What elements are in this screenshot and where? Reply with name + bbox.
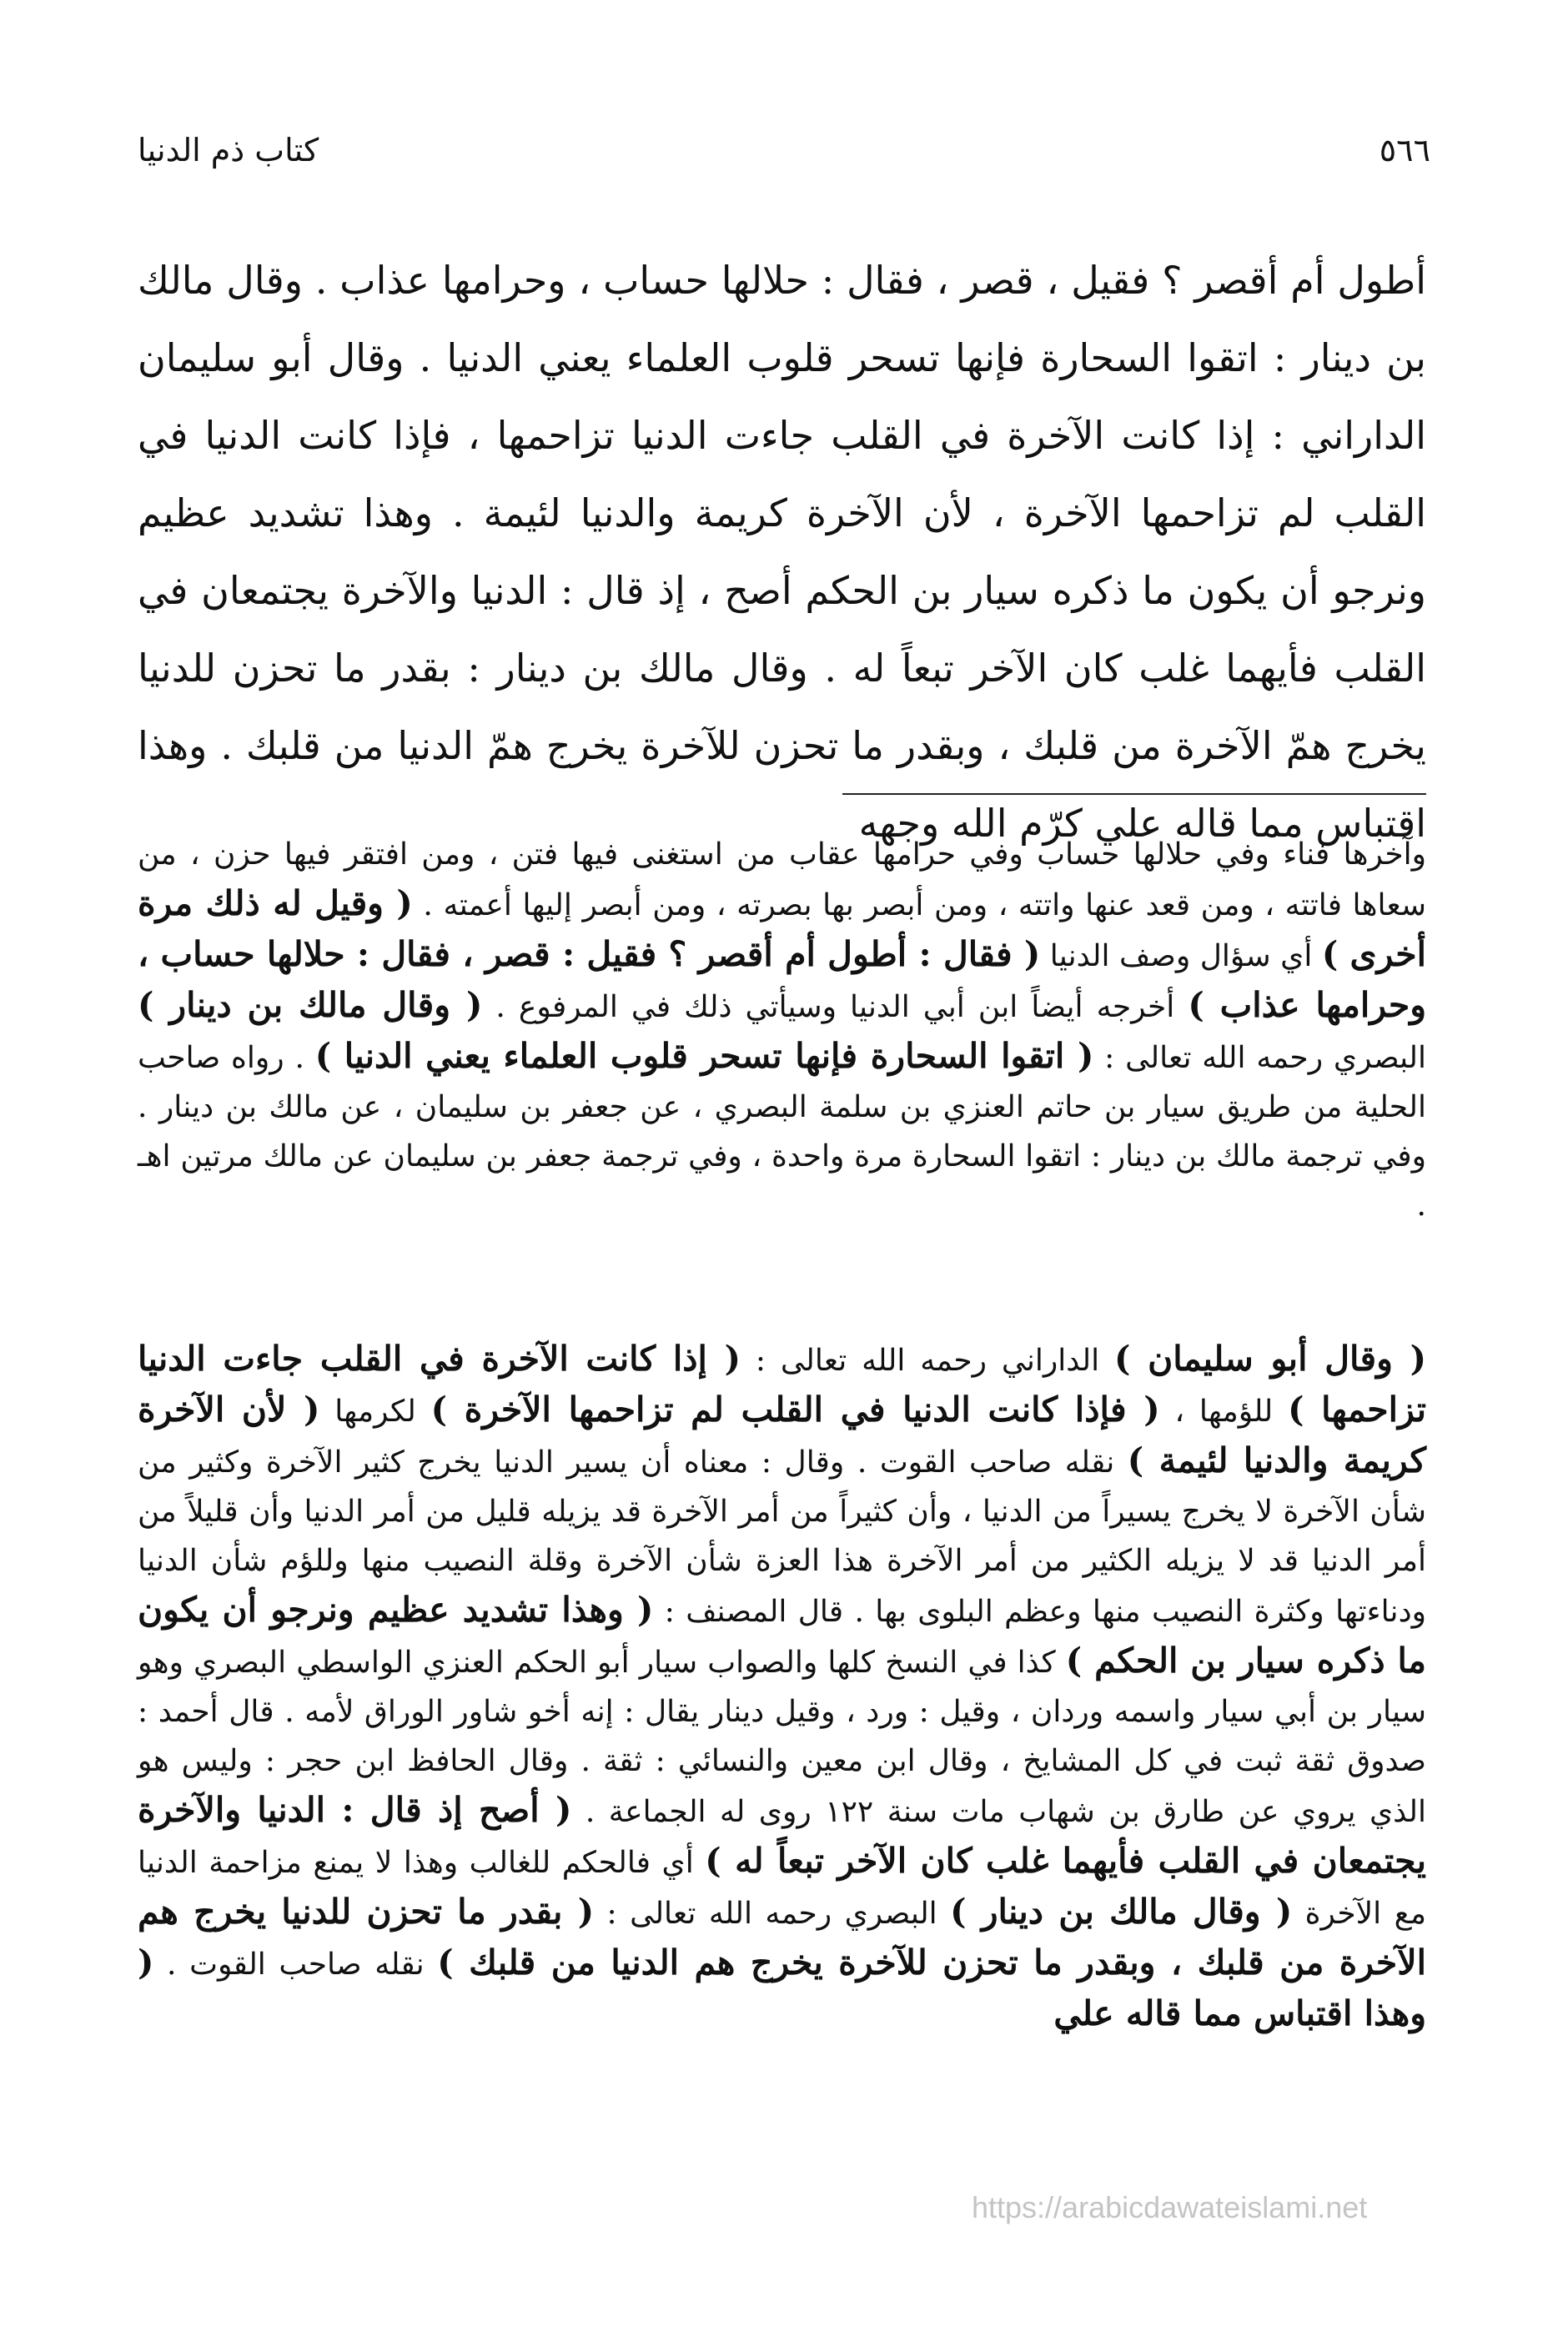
quoted-matn-segment: ( فقال : أطول أم أقصر ؟ فقيل : قصر ، فقال : حلالها حساب ، وحرامها عذاب ) (138, 934, 1426, 1025)
commentary-segment: أي سؤال وصف الدنيا (1040, 939, 1322, 973)
commentary-block-1 (138, 830, 1426, 1230)
commentary-segment: لكرمها (319, 1395, 431, 1429)
page-header (138, 125, 1430, 183)
commentary-segment: البصري رحمه الله تعالى : (1093, 1041, 1426, 1075)
quoted-matn-segment: ( وهذا اقتباس مما قاله علي (138, 1942, 1426, 2033)
quoted-matn-segment: ( وقال مالك بن دينار ) (950, 1892, 1293, 1932)
commentary-segment: كذا في النسخ كلها والصواب سيار أبو الحكم العنزي الواسطي البصري وهو سيار بن أبي سيار واسمه وردان ، وقيل : ورد ، وقيل دينار يقال : إنه أخو شاور الوراق لأمه . قال أحمد : صدوق ثقة ثبت في كل المشايخ ، وقال ابن معين والنسائي : ثقة . وقال الحافظ ابن حجر : وليس هو الذي يروي عن طارق بن شهاب مات سنة ١٢٢ روى له الجماعة . (138, 1646, 1427, 1829)
quoted-matn-segment: ( أصح إذ قال : الدنيا والآخرة يجتمعان في القلب فأيهما غلب كان الآخر تبعاً له ) (138, 1790, 1426, 1881)
commentary-segment: نقله صاحب القوت . وقال : معناه أن يسير الدنيا يخرج كثير الآخرة وكثير من شأن الآخرة لا يخرج يسيراً من الدنيا ، وأن كثيراً من أمر الآخرة قد يزيله قليل من أمر الدنيا وأن قليلاً من أمر الدنيا قد لا يزيله الكثير من أمر الآخرة هذا العزة شأن الآخرة وقلة النصيب منها وللؤم شأن الدنيا ودناءتها وكثرة النصيب منها وعظم البلوى بها . قال المصنف : (138, 1445, 1427, 1629)
commentary-paragraph-2 (138, 1334, 1426, 2040)
commentary-paragraph-1 (138, 830, 1426, 1230)
commentary-segment: وآخرها فناء وفي حلالها حساب وفي حرامها عقاب من استغنى فيها فتن ، ومن افتقر فيها حزن ، من سعاها فاتته ، ومن قعد عنها واتته ، ومن أبصر بها بصرته ، ومن أبصر إليها أعمته . (138, 837, 1426, 922)
quoted-matn-segment: ( وقيل له ذلك مرة أخرى ) (138, 883, 1427, 974)
quoted-matn-segment: ( بقدر ما تحزن للدنيا يخرج هم الآخرة من قلبك ، وبقدر ما تحزن للآخرة يخرج هم الدنيا من قلبك ) (138, 1892, 1426, 1983)
quoted-matn-segment: ( إذا كانت الآخرة في القلب جاءت الدنيا تزاحمها ) (138, 1339, 1427, 1430)
main-text-block (138, 242, 1426, 862)
page-number: ٥٦٦ (1379, 132, 1430, 168)
commentary-segment: للؤمها ، (1159, 1395, 1289, 1429)
quoted-matn-segment: ( فإذا كانت الدنيا في القلب لم تزاحمها الآخرة ) (430, 1390, 1160, 1430)
commentary-segment: نقله صاحب القوت . (153, 1948, 438, 1982)
commentary-segment: الداراني رحمه الله تعالى : (741, 1344, 1115, 1378)
quoted-matn-segment: ( لأن الآخرة كريمة والدنيا لئيمة ) (138, 1390, 1427, 1480)
commentary-segment: البصري رحمه الله تعالى : (594, 1897, 951, 1931)
quoted-matn-segment: ( اتقوا السحارة فإنها تسحر قلوب العلماء يعني الدنيا ) (314, 1036, 1094, 1076)
running-title: كتاب ذم الدنيا (138, 132, 319, 168)
quoted-matn-segment: ( وقال مالك بن دينار ) (138, 985, 483, 1025)
main-paragraph: أطول أم أقصر ؟ فقيل ، قصر ، فقال : حلالها حساب ، وحرامها عذاب . وقال مالك بن دينار : اتقوا السحارة فإنها تسحر قلوب العلماء يعني الدنيا . وقال أبو سليمان الداراني : إذا كانت الآخرة في القلب جاءت الدنيا تزاحمها ، فإذا كانت الدنيا في القلب لم تزاحمها الآخرة ، لأن الآخرة كريمة والدنيا لئيمة . وهذا تشديد عظيم ونرجو أن يكون ما ذكره سيار بن الحكم أصح ، إذ قال : الدنيا والآخرة يجتمعان في القلب فأيهما غلب كان الآخر تبعاً له . وقال مالك بن دينار : بقدر ما تحزن للدنيا يخرج همّ الآخرة من قلبك ، وبقدر ما تحزن للآخرة يخرج همّ الدنيا من قلبك . وهذا اقتباس مما قاله علي كرّم الله وجهه (138, 258, 1426, 846)
commentary-segment: أخرجه أيضاً ابن أبي الدنيا وسيأتي ذلك في المرفوع . (482, 990, 1189, 1024)
commentary-segment: . رواه صاحب الحلية من طريق سيار بن حاتم العنزي بن سلمة البصري ، عن جعفر بن سليمان ، عن مالك بن دينار . وفي ترجمة مالك بن دينار : اتقوا السحارة مرة واحدة ، وفي ترجمة جعفر بن سليمان عن مالك مرتين اهـ . (138, 1041, 1426, 1223)
commentary-segment: أي فالحكم للغالب وهذا لا يمنع مزاحمة الدنيا مع الآخرة (138, 1846, 1427, 1931)
quoted-matn-segment: ( وقال أبو سليمان ) (1114, 1339, 1426, 1379)
commentary-block-2 (138, 1334, 1426, 2040)
website-watermark[interactable]: https://arabicdawateislami.net (972, 2190, 1368, 2224)
footnote-separator-rule (842, 793, 1426, 795)
quoted-matn-segment: ( وهذا تشديد عظيم ونرجو أن يكون ما ذكره سيار بن الحكم ) (138, 1590, 1426, 1681)
